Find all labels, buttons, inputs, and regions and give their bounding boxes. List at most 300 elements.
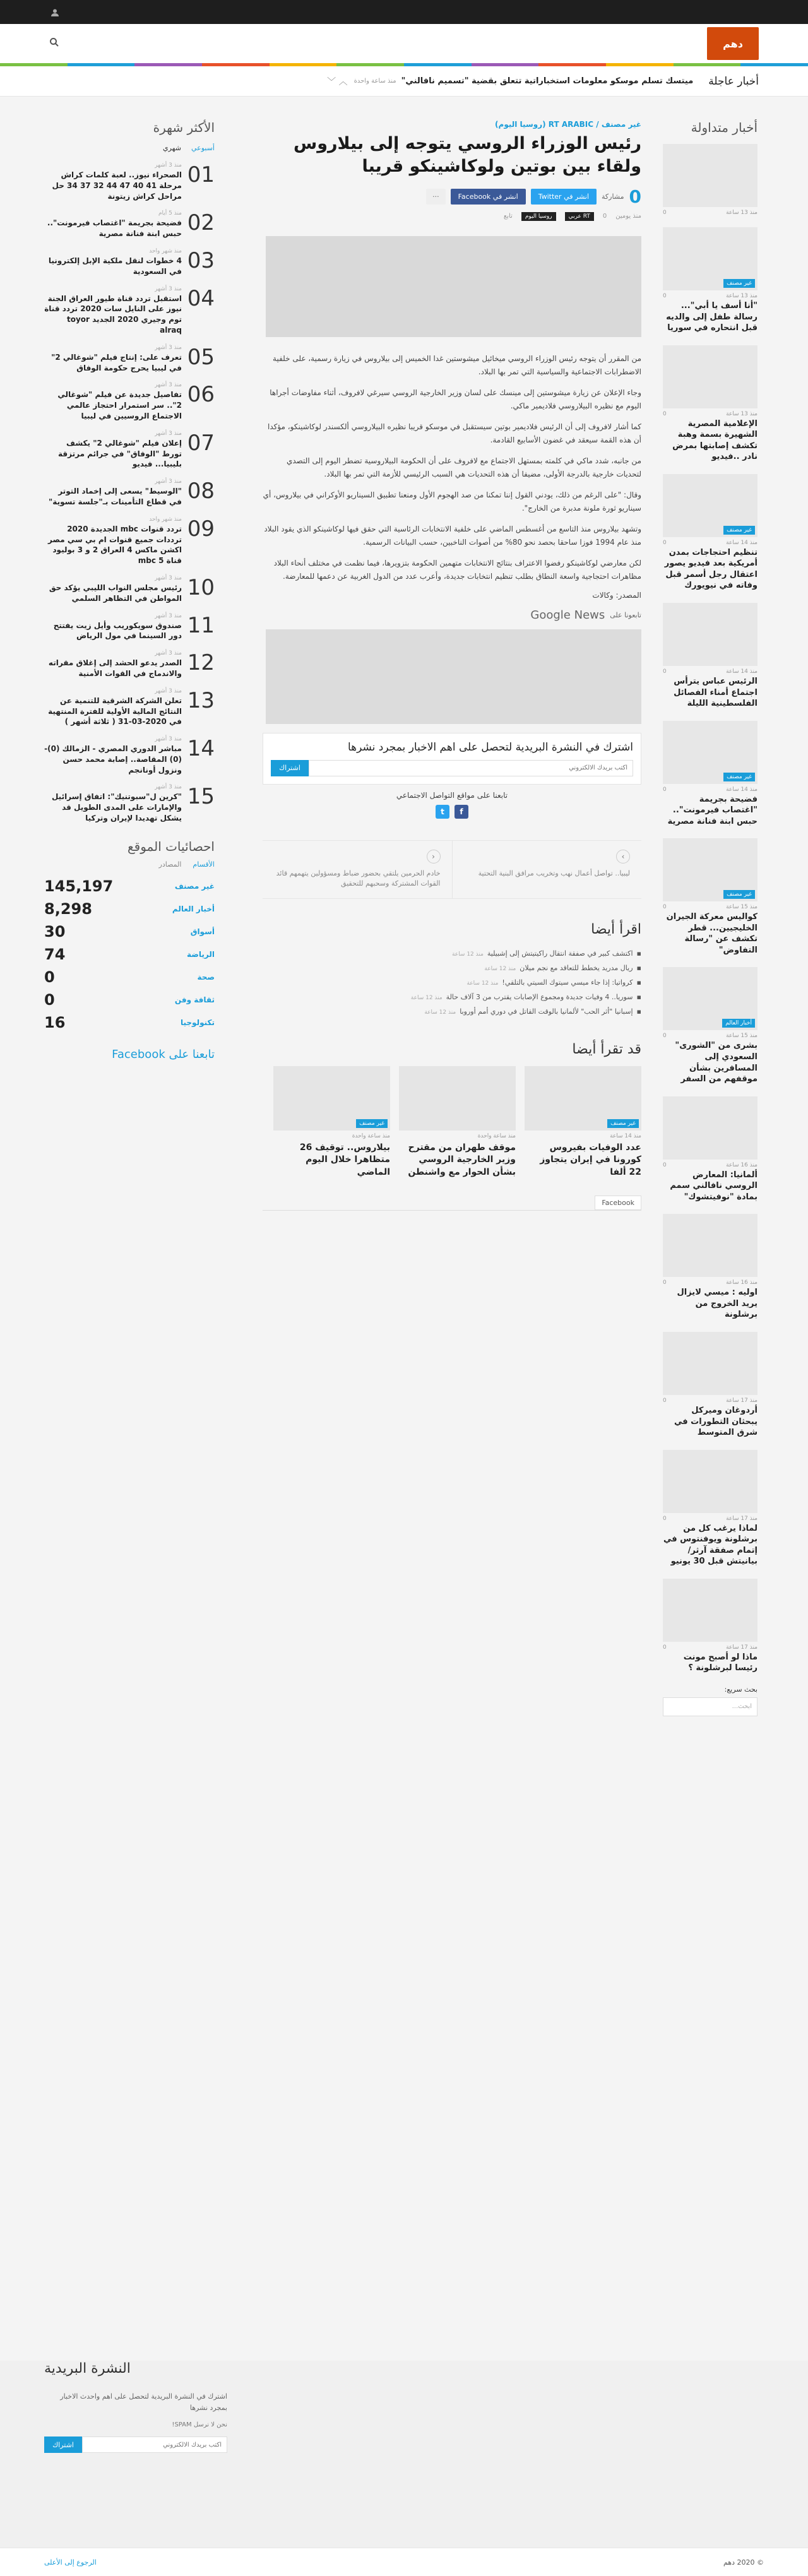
related-time: منذ ساعة واحدة bbox=[477, 1132, 516, 1139]
trending-time: منذ 15 ساعة bbox=[726, 1033, 758, 1040]
color-segment bbox=[606, 63, 674, 66]
back-to-top-link[interactable]: الرجوع إلى الأعلى bbox=[44, 2558, 97, 2567]
stat-value: 0 bbox=[44, 968, 55, 986]
tab-monthly[interactable]: شهري bbox=[163, 144, 181, 152]
trending-item[interactable] bbox=[663, 227, 758, 334]
read-also-text[interactable]: سوريا.. 4 وفيات جديدة ومجموع الإصابات يقترب من 3 آلاف حالة bbox=[446, 992, 633, 1001]
chevron-right-icon: › bbox=[616, 850, 630, 864]
bullet-icon: ▪ bbox=[636, 949, 641, 958]
trending-meta bbox=[663, 210, 758, 216]
article-date: منذ يومين bbox=[615, 213, 641, 220]
trending-title[interactable]: اوليه : ميسي لايزال يريد الخروج من برشلونة bbox=[677, 1288, 758, 1320]
popular-body bbox=[44, 430, 182, 470]
bullet-icon: ▪ bbox=[636, 992, 641, 1001]
read-also-time: منذ 12 ساعة bbox=[466, 980, 499, 987]
popular-item[interactable] bbox=[44, 688, 215, 727]
share-label: مشاركة bbox=[602, 192, 624, 201]
chevron-up-icon[interactable]: ︿ bbox=[338, 76, 348, 87]
popular-time: منذ 3 أشهر bbox=[155, 687, 182, 694]
read-also-title: اقرأ أيضا bbox=[591, 921, 641, 937]
trending-thumbnail[interactable] bbox=[663, 1450, 758, 1513]
footer-newsletter-form bbox=[44, 2437, 227, 2453]
trending-time: منذ 14 ساعة bbox=[726, 786, 758, 793]
article-paragraph: لكن معارضي لوكاشينكو رفضوا الاعتراف بنتائج الانتخابات متهمين الحكومة بتزويرها، فيما نظمت في مختلف أنحاء البلاد مظاهرات احتجاجية واسعة النطاق بطلب تنظيم انتخابات جديدة، وأعرب عدد من الدول الغربية عن دعمها للمعارضة. bbox=[273, 558, 641, 581]
related-title: قد تقرأ أيضا bbox=[572, 1041, 641, 1057]
article-follow[interactable]: تابع bbox=[503, 213, 513, 220]
popular-body bbox=[44, 784, 182, 823]
trending-time: منذ 15 ساعة bbox=[726, 904, 758, 911]
popular-sidebar bbox=[44, 120, 215, 1061]
popular-time: منذ 3 أشهر bbox=[155, 478, 182, 485]
popular-body bbox=[44, 688, 182, 727]
bullet-icon: ▪ bbox=[636, 978, 641, 987]
popular-title[interactable]: فضيحة بجريمة "اغتصاب فيرمونت".. حبس ابنة فنانة مصرية bbox=[47, 218, 182, 239]
trending-thumbnail[interactable] bbox=[663, 474, 758, 537]
popular-title[interactable]: تفاصيل جديدة عن فيلم "شوغالي 2".. سر استمرار احتجاز عالمي الاجتماع الروسيين في ليبيا bbox=[57, 390, 182, 420]
related-articles bbox=[263, 1066, 641, 1179]
footer-newsletter-title: النشرة البريدية bbox=[44, 2361, 131, 2377]
color-segment bbox=[336, 63, 404, 66]
related-thumbnail[interactable] bbox=[525, 1066, 641, 1131]
social-icons bbox=[263, 805, 641, 819]
trending-thumbnail[interactable] bbox=[663, 1214, 758, 1277]
trending-thumbnail[interactable] bbox=[663, 1579, 758, 1642]
popular-body bbox=[44, 162, 182, 201]
color-segment bbox=[740, 63, 808, 66]
color-strip bbox=[0, 63, 808, 66]
popular-item[interactable] bbox=[44, 248, 215, 277]
article-source-line: المصدر: وكالات bbox=[592, 590, 641, 600]
popular-body bbox=[44, 286, 182, 336]
trending-item[interactable] bbox=[663, 1214, 758, 1321]
breaking-news-bar bbox=[0, 66, 808, 97]
popular-time: منذ 3 أشهر bbox=[155, 162, 182, 169]
read-also-item[interactable] bbox=[263, 990, 641, 1004]
trending-thumbnail[interactable] bbox=[663, 345, 758, 408]
search-icon[interactable] bbox=[49, 37, 59, 50]
popular-item[interactable] bbox=[44, 210, 215, 239]
user-icon[interactable] bbox=[50, 8, 59, 16]
read-also-list bbox=[263, 946, 641, 1019]
stat-row bbox=[44, 991, 215, 1009]
popular-title[interactable]: الصدر يدعو الحشد إلى إغلاق مقراته والاندماج في القوات الأمنية bbox=[48, 658, 182, 678]
popular-item[interactable] bbox=[44, 736, 215, 775]
popular-rank: 02 bbox=[187, 210, 215, 236]
stat-row bbox=[44, 900, 215, 918]
popular-time: منذ شهر واحد bbox=[149, 247, 182, 254]
facebook-comments-tab[interactable]: Facebook bbox=[595, 1196, 641, 1210]
article-title: رئيس الوزراء الروسي يتوجه إلى بيلاروس ولقاء بين بوتين ولوكاشينكو قريبا bbox=[293, 134, 641, 177]
read-also-item[interactable] bbox=[263, 1004, 641, 1019]
breaking-label: أخبار عاجلة bbox=[708, 74, 759, 88]
trending-item[interactable] bbox=[663, 838, 758, 956]
stat-category[interactable]: الرياضة bbox=[187, 949, 215, 959]
footer-email-input[interactable] bbox=[82, 2437, 227, 2453]
twitter-icon[interactable]: t bbox=[436, 805, 449, 819]
stat-row bbox=[44, 1014, 215, 1031]
chevron-left-icon: ‹ bbox=[427, 850, 441, 864]
read-also-time: منذ 12 ساعة bbox=[410, 994, 443, 1001]
article-paragraph: وقال: "على الرغم من ذلك، يودني القول إننا تمكنا من صد الهجوم الأول ومنعنا تطبيق السيناريو الأوكراني في بيلاروس، أي سيناريو ثورة ملونة مدبرة من الخارج". bbox=[263, 490, 641, 513]
popular-title[interactable]: صندوق سويكوريب وأيل زيت يفتتح دور السينما في مول الرياض bbox=[53, 620, 182, 641]
popular-body bbox=[44, 575, 182, 604]
read-also-time: منذ 12 ساعة bbox=[451, 951, 484, 958]
trending-time: منذ 14 ساعة bbox=[726, 668, 758, 675]
read-also-text[interactable]: ريال مدريد يخطط للتعاقد مع نجم ميلان bbox=[520, 963, 633, 972]
trending-views: 0 bbox=[663, 904, 667, 911]
trending-thumbnail[interactable] bbox=[663, 144, 758, 207]
trending-views: 0 bbox=[663, 1644, 667, 1651]
trending-time: منذ 13 ساعة bbox=[726, 210, 758, 216]
google-news-follow[interactable] bbox=[263, 608, 641, 622]
popular-rank: 04 bbox=[187, 285, 215, 311]
quick-search-input[interactable]: ابحث... bbox=[663, 1697, 758, 1716]
popular-title[interactable]: 4 خطوات لنقل ملكية الإبل إلكترونيا في السعودية bbox=[48, 256, 182, 276]
bullet-icon: ▪ bbox=[636, 963, 641, 972]
article-paragraph: من المقرر أن يتوجه رئيس الوزراء الروسي ميخائيل ميشوستين غدا الخميس إلى بيلاروس في زيارة رسمية، على خلفية الاضطرابات الاجتماعية والسياسية التي تمر بها البلاد. bbox=[273, 353, 641, 376]
read-also-text[interactable]: اكتشف كبير في صفقة انتقال راكيتيتش إلى إشبيلية bbox=[487, 949, 633, 958]
trending-item[interactable] bbox=[663, 474, 758, 591]
trending-time: منذ 17 ساعة bbox=[726, 1397, 758, 1404]
popular-body bbox=[44, 650, 182, 679]
trending-title[interactable]: لماذا يرغب كل من برشلونة ويوفنتوس في إتمام صفقة آرثر/بيانيتش قبل 30 يونيو bbox=[663, 1523, 758, 1567]
popular-title[interactable]: الصحراء نيوز.. لعبة كلمات كراش مرحلة 41 40 47 44 32 37 34 حل مراحل كراش زيتونة bbox=[52, 170, 182, 201]
popular-title[interactable]: تردد قنوات mbc الجديدة 2020 ترددات جميع قنوات ام بي سي مصر اكشن ماكس 4 العراق 2 و 3 بوليود قناة mbc 5 bbox=[48, 524, 182, 566]
share-more-button[interactable]: ··· bbox=[426, 189, 446, 205]
popular-item[interactable] bbox=[44, 784, 215, 823]
popular-title[interactable]: مباشر الدوري المصري - الزمالك (0)-(0) المقاصة.. إصابة محمد حسن ونزول أونانجم bbox=[44, 744, 182, 775]
trending-time: منذ 13 ساعة bbox=[726, 410, 758, 417]
article-newsletter-email-input[interactable] bbox=[309, 760, 633, 776]
popular-rank: 14 bbox=[187, 736, 215, 762]
popular-title[interactable]: "الوسيط" يسعى إلى إخماد التوتر في قطاع التأمينات بـ"جلسة تسوية" bbox=[49, 487, 182, 506]
category-badge[interactable]: أخبار العالم bbox=[722, 1019, 755, 1028]
popular-title[interactable]: رئيس مجلس النواب الليبي يؤكد حق المواطن في التظاهر السلمي bbox=[49, 583, 182, 603]
bullet-icon: ▪ bbox=[636, 1007, 641, 1016]
popular-item[interactable] bbox=[44, 575, 215, 604]
prev-article-link[interactable] bbox=[453, 841, 642, 898]
popular-item[interactable] bbox=[44, 382, 215, 421]
trending-thumbnail[interactable] bbox=[663, 227, 758, 290]
article-views: 0 bbox=[602, 213, 607, 220]
category-badge[interactable]: غير مصنف bbox=[723, 890, 755, 899]
tab-weekly[interactable]: أسبوعي bbox=[191, 144, 215, 152]
trending-meta bbox=[663, 904, 758, 910]
facebook-follow-title[interactable]: تابعنا على Facebook bbox=[112, 1047, 215, 1061]
article-newsletter-title: اشترك في النشرة البريدية لتحصل على اهم الاخبار بمجرد نشرها bbox=[347, 740, 633, 754]
related-thumbnail[interactable] bbox=[399, 1066, 516, 1131]
read-also-text[interactable]: إسبانيا "أثر الحب" لألمانيا بالوقت القاتل في دوري أمم أوروبا bbox=[460, 1007, 633, 1016]
article-body bbox=[263, 352, 641, 583]
related-item[interactable] bbox=[399, 1066, 516, 1179]
trending-thumbnail[interactable] bbox=[663, 838, 758, 901]
social-follow-label: تابعنا على مواقع التواصل الاجتماعي bbox=[396, 790, 508, 800]
trending-item[interactable] bbox=[663, 721, 758, 828]
read-also-item[interactable] bbox=[263, 946, 641, 961]
trending-item[interactable] bbox=[663, 1332, 758, 1439]
related-thumbnail[interactable] bbox=[273, 1066, 390, 1131]
trending-title[interactable]: ماذا لو أصبح مونت رئيسا لبرشلونة ؟ bbox=[683, 1652, 758, 1673]
popular-title[interactable]: "كرين ل"سبوتنيك": اتفاق إسرائيل والإمارات على المدى الطويل قد يشكل تهديدا لإيران وتركيا bbox=[51, 792, 182, 823]
stat-value: 0 bbox=[44, 990, 55, 1009]
popular-item[interactable] bbox=[44, 162, 215, 201]
prev-next-nav bbox=[263, 840, 641, 899]
category-badge[interactable]: غير مصنف bbox=[723, 526, 755, 535]
popular-rank: 12 bbox=[187, 650, 215, 676]
stat-category[interactable]: صحة bbox=[197, 972, 215, 982]
next-article-link[interactable] bbox=[263, 841, 453, 898]
popular-body bbox=[44, 736, 182, 775]
popular-rank: 07 bbox=[187, 430, 215, 456]
trending-thumbnail[interactable] bbox=[663, 967, 758, 1030]
footer-no-spam: نحن لا نرسل SPAM! bbox=[172, 2421, 227, 2428]
trending-title[interactable]: الإعلامية المصرية الشهيرة بسمة وهبة تكشف إصابتها بمرض نادر ..فيديو bbox=[672, 418, 758, 462]
site-logo[interactable] bbox=[707, 27, 759, 60]
trending-meta bbox=[663, 1516, 758, 1522]
breaking-text[interactable]: ميتسك تسلم موسكو معلومات استخباراتية تتعلق بقضية "تسميم نافالني" bbox=[401, 76, 694, 86]
popular-body bbox=[44, 248, 182, 277]
trending-item[interactable] bbox=[663, 1096, 758, 1203]
footer-subscribe-button[interactable]: اشتراك bbox=[44, 2437, 82, 2453]
trending-views: 0 bbox=[663, 210, 667, 216]
popular-tabs bbox=[44, 144, 215, 152]
related-item[interactable] bbox=[525, 1066, 641, 1179]
trending-time: منذ 13 ساعة bbox=[726, 293, 758, 299]
bottom-bar bbox=[0, 2548, 808, 2576]
color-segment bbox=[134, 63, 202, 66]
popular-title[interactable]: تعرف على: إنتاج فيلم "شوغالي 2" في ليبيا يحرج حكومة الوفاق bbox=[51, 352, 182, 372]
breadcrumb[interactable]: غير مصنف / RT ARABIC (روسيا اليوم) bbox=[495, 120, 641, 129]
trending-thumbnail[interactable] bbox=[663, 721, 758, 784]
article bbox=[263, 120, 641, 1217]
footer-newsletter-desc: اشترك في النشرة البريدية لتحصل على اهم واحدث الاخبار بمجرد نشرها bbox=[60, 2392, 227, 2412]
trending-views: 0 bbox=[663, 539, 667, 546]
facebook-icon[interactable]: f bbox=[454, 805, 468, 819]
trending-title[interactable]: ألمانيا: المعارض الروسي نافالني سمم بمادة "نوفيتشوك" bbox=[670, 1170, 758, 1202]
category-badge[interactable]: غير مصنف bbox=[723, 773, 755, 781]
article-paragraph: كما أشار لافروف إلى أن الرئيس فلاديمير بوتين سيستقبل في موسكو قريبا نظيره البيلاروسي ألكسندر لوكاشينكو، مؤكدا أن هذه القمة سيعقد في غضون الأسابيع القادمة. bbox=[267, 422, 641, 444]
article-image bbox=[266, 236, 641, 337]
prev-article-title: ليبيا.. تواصل أعمال نهب وتخريب مرافق البنية التحتية bbox=[478, 869, 630, 877]
trending-meta bbox=[663, 1162, 758, 1168]
stat-value: 16 bbox=[44, 1013, 66, 1031]
trending-meta bbox=[663, 1644, 758, 1651]
stat-category[interactable]: أسواق bbox=[190, 927, 215, 936]
trending-meta bbox=[663, 411, 758, 417]
popular-body bbox=[44, 345, 182, 374]
popular-title[interactable]: استقبل تردد قناة طيور العراق الجنة نيوز على النايل سات 2020 تردد قناة توم وجيري 2020 الجديد toyor alraq bbox=[44, 294, 182, 335]
stat-value: 8,298 bbox=[44, 899, 92, 918]
popular-rank: 11 bbox=[187, 612, 215, 638]
google-news-logo: Google News bbox=[530, 608, 605, 622]
stats-title: احصائيات الموقع bbox=[128, 838, 215, 854]
article-paragraph: من جانبه، شدد ماكي في كلمته بمستهل الاجتماع مع لافروف على أن الحكومة البيلاروسية تضطر اليوم إلى التصدي لتحديات خارجية بالدرجة الأولى، مضيفا أن هذه التحديات هي السبب الرئيسي للأزمة التي تمر بها البلاد. bbox=[286, 456, 641, 478]
trending-time: منذ 16 ساعة bbox=[726, 1279, 758, 1286]
gnews-label: تابعونا على bbox=[610, 610, 641, 619]
stat-row bbox=[44, 968, 215, 986]
read-also-time: منذ 12 ساعة bbox=[484, 965, 516, 972]
trending-title[interactable]: تنظيم احتجاجات بمدن أمريكية بعد فيديو يصور اعتقال رجل أسمر قبل وفاته في نيويورك bbox=[664, 547, 758, 591]
color-segment bbox=[538, 63, 606, 66]
breaking-time: منذ ساعة واحدة bbox=[354, 78, 396, 85]
popular-time: منذ 3 أشهر bbox=[155, 344, 182, 351]
share-twitter-button[interactable]: انشر في Twitter bbox=[531, 189, 597, 205]
trending-item[interactable] bbox=[663, 144, 758, 216]
article-meta bbox=[263, 212, 641, 221]
popular-item[interactable] bbox=[44, 650, 215, 679]
related-time: منذ ساعة واحدة bbox=[352, 1132, 390, 1139]
article-paragraph: وتشهد بيلاروس منذ التاسع من أغسطس الماضي على خلفية الانتخابات الرئاسية التي حقق فيها لوكاشينكو الذي يقود البلاد منذ عام 1994 فوزا ساحقا بحصد نحو 80% من أصوات الناخبين، حسب البيانات الرسمية. bbox=[264, 524, 641, 547]
trending-meta bbox=[663, 1033, 758, 1039]
trending-views: 0 bbox=[663, 1397, 667, 1404]
trending-time: منذ 14 ساعة bbox=[726, 539, 758, 546]
stat-category[interactable]: تكنولوجيا bbox=[181, 1018, 215, 1027]
article-newsletter-subscribe-button[interactable]: اشتراك bbox=[271, 760, 309, 776]
color-segment bbox=[472, 63, 539, 66]
article-paragraph: وجاء الإعلان عن زيارة ميشوستين إلى مينسك على لسان وزير الخارجية الروسي سيرغي لافروف، أثناء مفاوضات أجراها اليوم مع نظيره البيلاروسي فلاديمير ماكي. bbox=[270, 388, 641, 410]
read-also-item[interactable] bbox=[263, 975, 641, 990]
popular-time: منذ 3 أشهر bbox=[155, 736, 182, 743]
popular-body bbox=[44, 210, 182, 239]
trending-views: 0 bbox=[663, 1279, 667, 1286]
top-bar bbox=[0, 0, 808, 24]
article-source[interactable]: RT عربي bbox=[565, 212, 594, 221]
trending-item[interactable] bbox=[663, 1450, 758, 1567]
site-header bbox=[0, 24, 808, 63]
trending-views: 0 bbox=[663, 410, 667, 417]
related-title[interactable]: بيلاروس.. توقيف 26 متظاهرا خلال اليوم الماضي bbox=[299, 1142, 390, 1178]
trending-title[interactable]: الرئيس عباس يترأس اجتماع أمناء الفصائل الفلسطينية الليلة bbox=[674, 677, 758, 709]
trending-title[interactable]: كواليس معركة الجيران الخليجيين... قطر تكشف عن "رسالة التفاوض" bbox=[666, 912, 758, 955]
stat-category[interactable]: ثقافة وفن bbox=[174, 995, 215, 1004]
share-row bbox=[263, 186, 641, 207]
popular-time: منذ 3 أشهر bbox=[155, 784, 182, 791]
popular-title[interactable]: تعلن الشركة الشرقية للتنمية عن النتائج المالية الأولية للفترة المنتهية في 2020-03-31 ( ثلاثة أشهر ) bbox=[48, 696, 182, 727]
popular-time: منذ 3 أشهر bbox=[155, 574, 182, 581]
popular-body bbox=[44, 478, 182, 507]
popular-rank: 13 bbox=[187, 687, 215, 713]
popular-rank: 08 bbox=[187, 478, 215, 504]
trending-views: 0 bbox=[663, 1161, 667, 1168]
popular-rank: 06 bbox=[187, 382, 215, 408]
trending-item[interactable] bbox=[663, 345, 758, 463]
popular-rank: 15 bbox=[187, 784, 215, 810]
trending-views: 0 bbox=[663, 293, 667, 299]
trending-views: 0 bbox=[663, 1515, 667, 1522]
trending-sidebar bbox=[663, 120, 758, 1716]
trending-thumbnail[interactable] bbox=[663, 603, 758, 666]
stat-value: 74 bbox=[44, 945, 66, 963]
popular-item[interactable] bbox=[44, 516, 215, 566]
popular-rank: 10 bbox=[187, 574, 215, 600]
next-article-title: خادم الحرمين يلتقي بحضور ضباط ومسؤولين يتهمهم قائد القوات المشتركة وسحبهم للتحقيق bbox=[276, 869, 441, 888]
logo-text: دهم bbox=[723, 37, 743, 50]
read-also-time: منذ 12 ساعة bbox=[424, 1009, 456, 1016]
trending-item[interactable] bbox=[663, 603, 758, 709]
tab-sources[interactable]: المصادر bbox=[158, 860, 182, 869]
popular-time: منذ 5 أيام bbox=[158, 210, 182, 217]
footer bbox=[0, 2361, 808, 2576]
trending-thumbnail[interactable] bbox=[663, 1332, 758, 1395]
popular-item[interactable] bbox=[44, 478, 215, 507]
chevron-down-icon[interactable]: ﹀ bbox=[327, 76, 336, 87]
trending-title[interactable]: أردوغان وميركل يبحثان التطورات في شرق المتوسط bbox=[674, 1405, 758, 1438]
color-segment bbox=[674, 63, 741, 66]
trending-item[interactable] bbox=[663, 967, 758, 1084]
article-newsletter bbox=[263, 733, 641, 785]
category-badge[interactable]: غير مصنف bbox=[356, 1119, 388, 1128]
category-badge[interactable]: غير مصنف bbox=[607, 1119, 639, 1128]
article-source-2[interactable]: روسيا اليوم bbox=[521, 212, 556, 221]
stat-row bbox=[44, 877, 215, 895]
popular-body bbox=[44, 613, 182, 642]
stat-category[interactable]: أخبار العالم bbox=[172, 904, 215, 913]
color-segment bbox=[68, 63, 135, 66]
trending-meta bbox=[663, 293, 758, 299]
share-count: 0 bbox=[629, 186, 641, 207]
related-title[interactable]: موقف طهران من مقترح وزير الخارجية الروسي بشأن الحوار مع واشنطن bbox=[408, 1142, 516, 1178]
popular-item[interactable] bbox=[44, 430, 215, 470]
popular-rank: 05 bbox=[187, 344, 215, 370]
tab-sections[interactable]: الأقسام bbox=[193, 860, 215, 869]
color-segment bbox=[404, 63, 472, 66]
quick-search-label: بحث سريع: bbox=[724, 1685, 758, 1694]
popular-rank: 01 bbox=[187, 162, 215, 187]
stat-row bbox=[44, 946, 215, 963]
read-also-item[interactable] bbox=[263, 961, 641, 975]
ad-placeholder bbox=[266, 629, 641, 724]
trending-views: 0 bbox=[663, 786, 667, 793]
category-badge[interactable]: غير مصنف bbox=[723, 279, 755, 288]
popular-time: منذ 3 أشهر bbox=[155, 285, 182, 292]
trending-title: أخبار متداولة bbox=[691, 120, 758, 135]
trending-time: منذ 17 ساعة bbox=[726, 1515, 758, 1522]
popular-rank: 09 bbox=[187, 516, 215, 542]
trending-title[interactable]: "أنا أسف يا أبي"... رسالة طفل إلى والديه قبل انتحاره في سوريا bbox=[666, 301, 758, 333]
popular-time: منذ 3 أشهر bbox=[155, 650, 182, 657]
stat-category[interactable]: غير مصنف bbox=[174, 881, 215, 891]
trending-thumbnail[interactable] bbox=[663, 1096, 758, 1160]
color-segment bbox=[0, 63, 68, 66]
trending-time: منذ 17 ساعة bbox=[726, 1644, 758, 1651]
stat-value: 145,197 bbox=[44, 877, 114, 895]
stat-value: 30 bbox=[44, 922, 66, 941]
popular-item[interactable] bbox=[44, 345, 215, 374]
popular-title: الأكثر شهرة bbox=[153, 120, 215, 135]
facebook-tabs bbox=[263, 1196, 641, 1211]
trending-meta bbox=[663, 786, 758, 793]
stat-row bbox=[44, 923, 215, 941]
popular-time: منذ 3 أشهر bbox=[155, 430, 182, 437]
share-facebook-button[interactable]: انشر في Facebook bbox=[451, 189, 526, 205]
trending-title[interactable]: بشرى من "الشورى" السعودي إلى المسافرين بشأن موقفهم من السفر bbox=[675, 1041, 758, 1084]
popular-item[interactable] bbox=[44, 286, 215, 336]
related-title[interactable]: عدد الوفيات بفيروس كورونا في إيران يتجاوز 22 ألفا bbox=[540, 1142, 641, 1178]
trending-item[interactable] bbox=[663, 1579, 758, 1674]
related-item[interactable] bbox=[273, 1066, 390, 1179]
color-segment bbox=[270, 63, 337, 66]
breaking-arrows[interactable] bbox=[327, 75, 347, 88]
popular-title[interactable]: إعلان فيلم "شوغالي 2" يكشف تورط "الوفاق" في جرائم مرتزقة بليبيا... فيديو bbox=[58, 438, 182, 469]
popular-time: منذ 3 أشهر bbox=[155, 382, 182, 389]
popular-time: منذ شهر واحد bbox=[149, 516, 182, 523]
popular-item[interactable] bbox=[44, 613, 215, 642]
read-also-text[interactable]: كرواتيا: إذا جاء ميسي سيتوك السيتي بالتلقي! bbox=[502, 978, 633, 987]
stats-tabs bbox=[44, 860, 215, 869]
trending-title[interactable]: فضيحة بجريمة "اغتصاب فيرمونت".. حبس ابنة فنانة مصرية bbox=[667, 794, 758, 826]
popular-rank: 03 bbox=[187, 247, 215, 273]
copyright: © 2020 دهم bbox=[723, 2558, 764, 2567]
